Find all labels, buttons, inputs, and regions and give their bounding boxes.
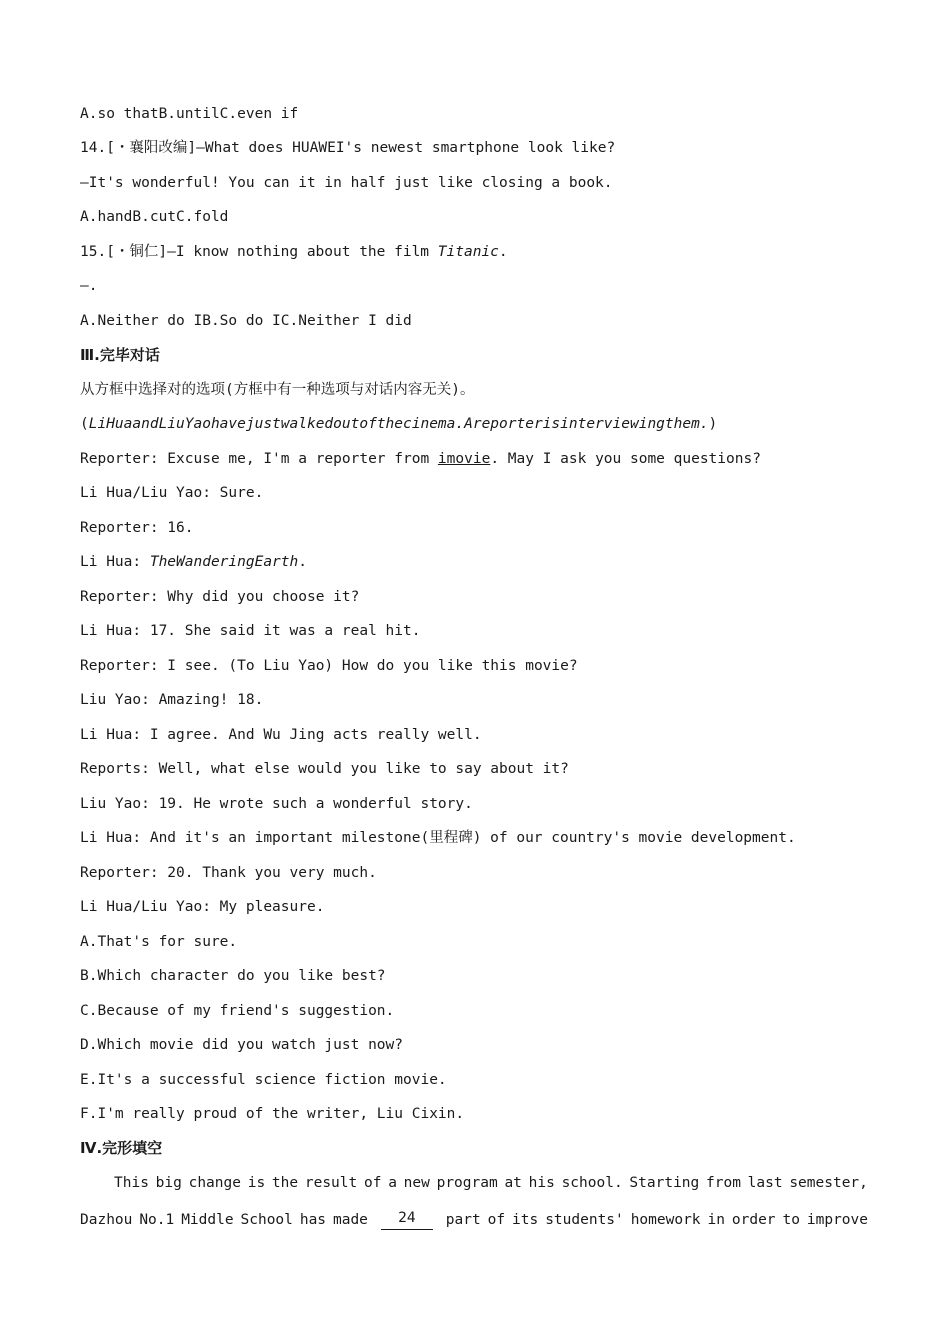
paragraph-word: improve (806, 1212, 868, 1228)
context-open-paren: ( (80, 416, 89, 432)
paragraph-word: his (528, 1175, 555, 1191)
q13-options: A.so thatB.untilC.even if (80, 106, 299, 122)
dialogue-line: Reporter: 20. Thank you very much. (80, 865, 377, 881)
q15-question (80, 242, 870, 262)
option-e: E.It's a successful science fiction movie. (80, 1072, 447, 1088)
paragraph-word: semester, (789, 1175, 868, 1191)
dialogue-line: Liu Yao: 19. He wrote such a wonderful story. (80, 796, 473, 812)
dialogue-line: Reporter: I see. (To Liu Yao) How do you like this movie? (80, 658, 578, 674)
paragraph-word: a (388, 1175, 397, 1191)
q15-suffix: . (498, 244, 508, 260)
paragraph-word: to (782, 1212, 800, 1228)
dialogue-line: Li Hua/Liu Yao: Sure. (80, 485, 264, 501)
paragraph-word: Dazhou (80, 1212, 133, 1228)
paragraph-word: Middle (181, 1212, 234, 1228)
paragraph-word: made (332, 1212, 368, 1228)
paragraph-word: from (706, 1175, 741, 1191)
option-f: F.I'm really proud of the writer, Liu Cixin. (80, 1106, 465, 1122)
context-close-paren: ) (708, 416, 718, 432)
movie-title: TheWanderingEarth (149, 554, 299, 570)
paragraph-word: school. (561, 1175, 623, 1191)
paragraph-word: is (247, 1175, 266, 1191)
q14-reply: —It's wonderful! You can it in half just like closing a book. (80, 175, 613, 191)
q14-question: 14.[・襄阳改编]—What does HUAWEI's newest smartphone look like? (80, 140, 616, 156)
paragraph-word: students' (545, 1212, 624, 1228)
dialogue-text: . May I ask you some questions? (490, 451, 761, 467)
q15-options: A.Neither do IB.So do IC.Neither I did (80, 313, 412, 329)
dialogue-text: Reporter: Excuse me, I'm a reporter from (80, 451, 438, 467)
paragraph-word: of (487, 1212, 506, 1228)
paragraph-word: new (403, 1175, 430, 1191)
paragraph-word: of (363, 1175, 382, 1191)
imovie-text: imovie (437, 451, 491, 467)
section3-instruction: 从方框中选择对的选项(方框中有一种选项与对话内容无关)。 (80, 382, 475, 398)
paragraph-word: part (445, 1212, 481, 1228)
paragraph-word: School (240, 1212, 293, 1228)
cloze-paragraph-line-1 (80, 1173, 868, 1193)
paragraph-word: last (747, 1175, 783, 1191)
section3-heading: Ⅲ.完毕对话 (80, 346, 160, 364)
section3-context (80, 414, 870, 434)
paragraph-word: homework (630, 1212, 701, 1228)
dialogue-line: Reports: Well, what else would you like to say about it? (80, 761, 569, 777)
dialogue-line: Li Hua: I agree. And Wu Jing acts really well. (80, 727, 482, 743)
option-c: C.Because of my friend's suggestion. (80, 1003, 395, 1019)
paragraph-word: in (707, 1212, 725, 1228)
q14-options: A.handB.cutC.fold (80, 209, 229, 225)
option-b: B.Which character do you like best? (80, 968, 386, 984)
paragraph-word: program (436, 1175, 498, 1191)
dialogue-text: . (298, 554, 307, 570)
dialogue-line: Reporter: 16. (80, 520, 194, 536)
dialogue-line: Li Hua: And it's an important milestone(里程碑) of our country's movie development. (80, 830, 796, 846)
paragraph-word: This (114, 1175, 149, 1191)
dialogue-line: Reporter: Why did you choose it? (80, 589, 360, 605)
q15-reply: —. (80, 278, 98, 294)
cloze-paragraph-line-2 (80, 1210, 868, 1230)
dialogue-line: Li Hua: 17. She said it was a real hit. (80, 623, 421, 639)
paragraph-word: change (188, 1175, 241, 1191)
cloze-blank-24[interactable]: 24 (381, 1210, 433, 1230)
dialogue-line (80, 552, 870, 572)
paragraph-word: No.1 (139, 1212, 175, 1228)
dialogue-line (80, 449, 870, 469)
context-text: LiHuaandLiuYaohavejustwalkedoutofthecinema.Areporterisinterviewingthem. (88, 416, 709, 432)
paragraph-word: its (512, 1212, 539, 1228)
paragraph-word: order (731, 1212, 776, 1228)
paragraph-word: at (504, 1175, 522, 1191)
option-a: A.That's for sure. (80, 934, 238, 950)
paragraph-word: result (304, 1175, 358, 1191)
paragraph-word: Starting (629, 1175, 700, 1191)
dialogue-text: Li Hua: (80, 554, 150, 570)
option-d: D.Which movie did you watch just now? (80, 1037, 404, 1053)
section4-heading: Ⅳ.完形填空 (80, 1139, 163, 1157)
q15-prefix: 15.[・铜仁]—I know nothing about the film (80, 244, 438, 260)
q15-film-title: Titanic (437, 244, 499, 260)
paragraph-word: has (299, 1212, 327, 1228)
paragraph-word: the (271, 1175, 299, 1191)
dialogue-line: Liu Yao: Amazing! 18. (80, 692, 264, 708)
dialogue-line: Li Hua/Liu Yao: My pleasure. (80, 899, 325, 915)
paragraph-word: big (155, 1175, 182, 1191)
